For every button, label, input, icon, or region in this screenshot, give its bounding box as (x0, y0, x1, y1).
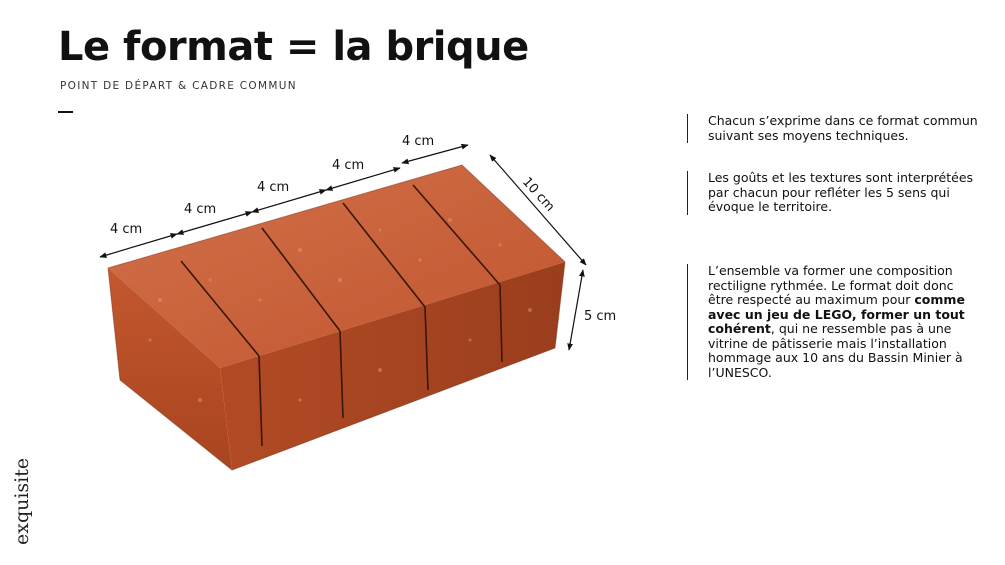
text-block-1 (687, 114, 978, 143)
brick-illustration (95, 120, 635, 490)
text-block-2 (687, 171, 978, 215)
dim-label-depth: 10 cm (519, 174, 558, 215)
brand-logo: exquisite (11, 457, 33, 545)
dim-label-segment-2: 4 cm (184, 202, 217, 217)
text-block-3 (687, 264, 978, 380)
dim-label-height: 5 cm (584, 309, 617, 324)
paragraph-2: Les goûts et les textures sont interprétées par chacun pour refléter les 5 sens qui évoque le territoire. (708, 170, 974, 214)
title-divider (58, 111, 73, 113)
dim-label-segment-3: 4 cm (257, 180, 290, 195)
page-subtitle: POINT DE DÉPART & CADRE COMMUN (60, 80, 297, 92)
paragraph-3-emphasis: comme avec un jeu de LEGO, former un tout cohérent (708, 292, 965, 336)
dim-label-segment-1: 4 cm (110, 222, 143, 237)
dim-label-segment-4: 4 cm (332, 158, 365, 173)
paragraph-3-part-2: , qui ne ressemble pas à une vitrine de pâtisserie mais l’installation hommage aux 10 ans du Bassin Minier à l’UNESCO. (708, 321, 963, 380)
paragraph-3-part-1: L’ensemble va former une composition rectiligne rythmée. Le format doit donc être respecté au maximum pour (708, 263, 954, 307)
paragraph-1: Chacun s’exprime dans ce format commun suivant ses moyens techniques. (708, 113, 978, 143)
paragraph-3 (708, 264, 978, 380)
dim-label-segment-5: 4 cm (402, 134, 435, 149)
page-title: Le format = la brique (58, 24, 529, 70)
